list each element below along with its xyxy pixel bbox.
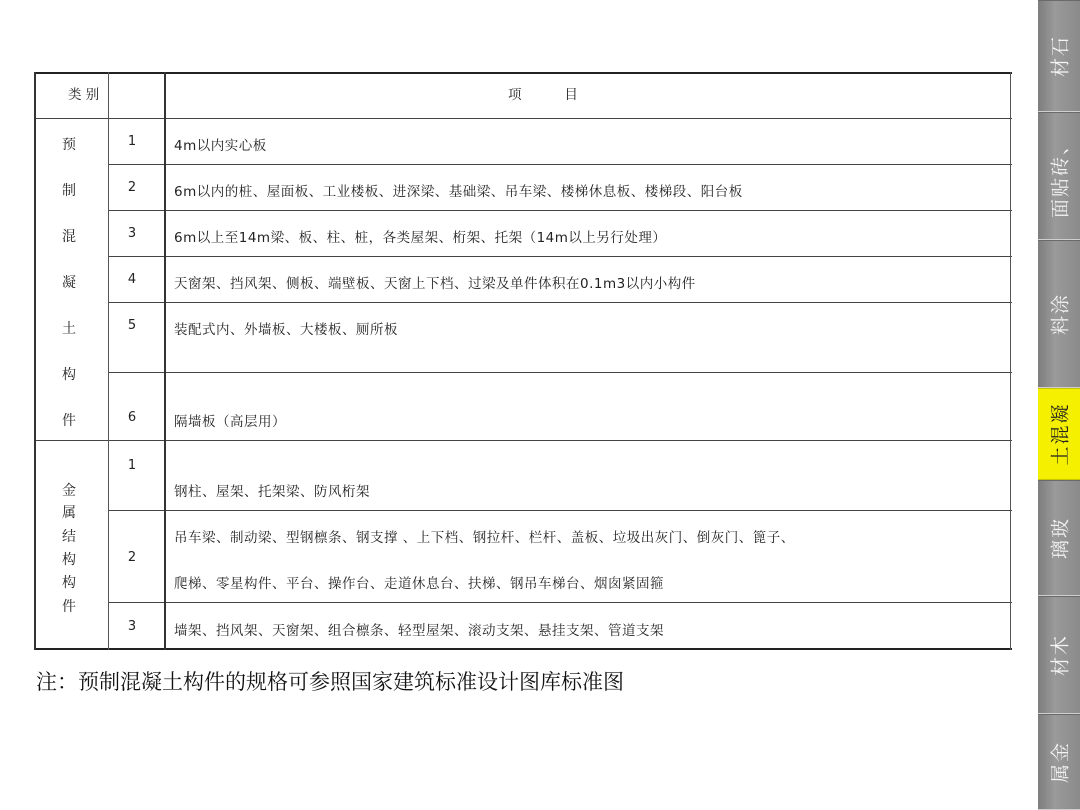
category-char: 制 bbox=[62, 183, 76, 199]
tab-label: 属金 bbox=[1049, 740, 1072, 784]
category-char: 件 bbox=[62, 413, 76, 429]
tab-metal[interactable] bbox=[1038, 714, 1080, 810]
tab-concrete[interactable] bbox=[1038, 388, 1080, 480]
row-item: 4m以内实心板 bbox=[174, 138, 267, 154]
tab-stone[interactable] bbox=[1038, 0, 1080, 112]
tab-tiles[interactable] bbox=[1038, 112, 1080, 240]
category-char: 构 bbox=[62, 575, 76, 591]
table-bottom-border bbox=[34, 648, 1012, 650]
category-char: 构 bbox=[62, 552, 76, 568]
row-divider bbox=[108, 210, 1012, 211]
row-divider bbox=[108, 164, 1012, 165]
col-divider bbox=[108, 72, 109, 650]
row-number: 4 bbox=[127, 272, 137, 287]
category-char: 件 bbox=[62, 599, 76, 615]
table-right-border bbox=[1010, 72, 1011, 650]
row-item: 钢柱、屋架、托架梁、防风桁架 bbox=[174, 484, 370, 500]
header-divider bbox=[34, 118, 1012, 119]
row-divider bbox=[108, 256, 1012, 257]
tab-label: 璃玻 bbox=[1049, 516, 1072, 560]
category-char: 构 bbox=[62, 367, 76, 383]
category-char: 土 bbox=[62, 321, 76, 337]
row-item: 吊车梁、制动梁、型钢檩条、钢支撑 、上下档、钢拉杆、栏杆、盖板、垃圾出灰门、倒灰门、篦子、 bbox=[174, 530, 795, 546]
row-item: 天窗架、挡风架、侧板、端壁板、天窗上下档、过梁及单件体积在0.1m3以内小构件 bbox=[174, 276, 696, 292]
row-divider bbox=[108, 510, 1012, 511]
row-item: 6m以上至14m梁、板、柱、桩，各类屋架、桁架、托架（14m以上另行处理） bbox=[174, 230, 667, 246]
row-number: 2 bbox=[127, 550, 137, 565]
row-number: 3 bbox=[127, 226, 137, 241]
header-item: 项 目 bbox=[508, 87, 578, 103]
row-number: 1 bbox=[127, 134, 137, 149]
row-number: 1 bbox=[127, 458, 137, 473]
section-divider bbox=[34, 440, 1012, 441]
row-number: 2 bbox=[127, 180, 137, 195]
col-divider bbox=[164, 72, 166, 650]
tab-label: 材木 bbox=[1049, 633, 1072, 677]
row-divider bbox=[108, 372, 1012, 373]
tab-label: 土混凝 bbox=[1049, 402, 1072, 466]
table-top-border bbox=[34, 72, 1012, 74]
tab-coatings[interactable] bbox=[1038, 240, 1080, 388]
side-tab-bar bbox=[1038, 0, 1080, 810]
table-left-border bbox=[34, 72, 36, 650]
row-item: 墙架、挡风架、天窗架、组合檩条、轻型屋架、滚动支架、悬挂支架、管道支架 bbox=[174, 623, 664, 639]
category-char: 凝 bbox=[62, 275, 76, 291]
category-char: 属 bbox=[62, 505, 76, 521]
row-number: 3 bbox=[127, 619, 137, 634]
tab-label: 面贴砖、 bbox=[1049, 133, 1072, 219]
row-divider bbox=[108, 302, 1012, 303]
row-item: 隔墙板（高层用） bbox=[174, 414, 286, 430]
tab-label: 材石 bbox=[1049, 34, 1072, 78]
category-char: 金 bbox=[62, 483, 76, 499]
row-number: 5 bbox=[127, 318, 137, 333]
category-char: 预 bbox=[62, 137, 76, 153]
tab-wood[interactable] bbox=[1038, 596, 1080, 714]
header-category: 类 别 bbox=[68, 87, 100, 103]
category-char: 结 bbox=[62, 529, 76, 545]
row-item: 爬梯、零星构件、平台、操作台、走道休息台、扶梯、钢吊车梯台、烟囱紧固箍 bbox=[174, 576, 664, 592]
tab-label: 料涂 bbox=[1049, 292, 1072, 336]
row-divider bbox=[108, 602, 1012, 603]
row-number: 6 bbox=[127, 410, 137, 425]
component-category-table bbox=[34, 72, 1012, 650]
row-item: 6m以内的桩、屋面板、工业楼板、进深梁、基础梁、吊车梁、楼梯休息板、楼梯段、阳台板 bbox=[174, 184, 743, 200]
row-item: 装配式内、外墙板、大楼板、厕所板 bbox=[174, 322, 398, 338]
tab-glass[interactable] bbox=[1038, 480, 1080, 596]
footnote: 注：预制混凝土构件的规格可参照国家建筑标准设计图库标准图 bbox=[36, 670, 624, 694]
category-char: 混 bbox=[62, 229, 76, 245]
